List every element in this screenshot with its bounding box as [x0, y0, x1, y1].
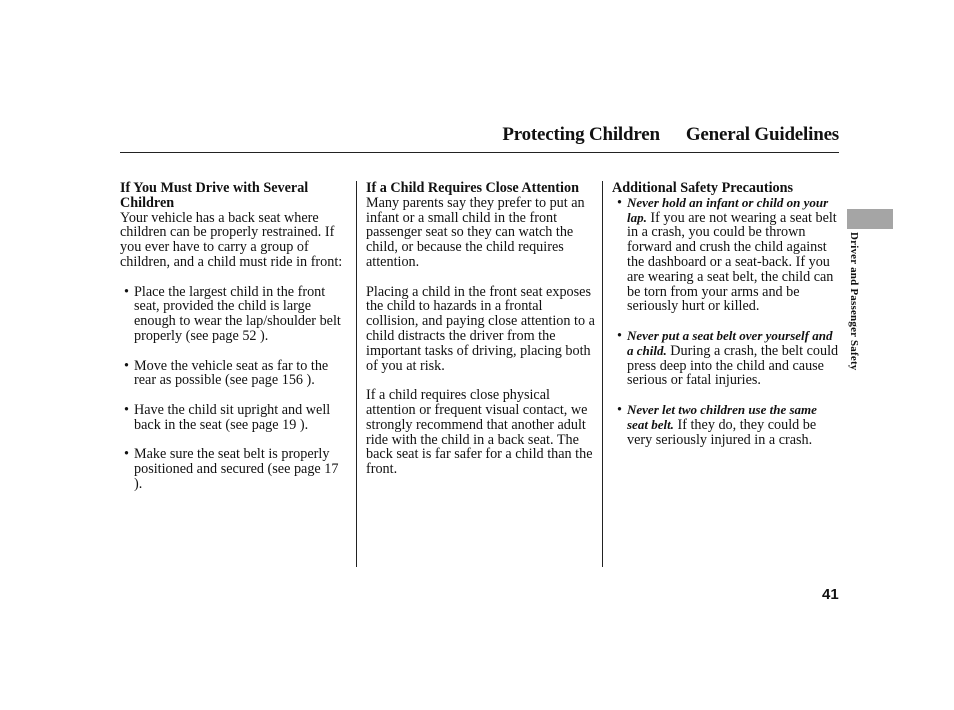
column-several-children: [120, 181, 350, 492]
page-title: [502, 124, 839, 146]
column-divider-1: [356, 181, 357, 567]
warning-lead: Never put a seat belt over yourself and a child.: [627, 327, 833, 358]
page-header: [120, 124, 839, 153]
list-item: [612, 403, 840, 447]
paragraph: Placing a child in the front seat exposes the child to hazards in a frontal collision, and paying close attention to a child distracts the driver from the important tasks of driving, placing both of you at risk.: [366, 283, 595, 374]
list-item: • Make sure the seat belt is properly positioned and secured (see page 17 ).: [120, 447, 350, 491]
warning-text: If you are not wearing a seat belt in a crash, you could be thrown forward and crush the child against the dashboard or a seat-back. If you are wearing a seat belt, the child can be torn from your arms and be seriously hurt or killed.: [627, 209, 837, 315]
list-item: [612, 329, 840, 388]
section-tab-label: Driver and Passenger Safety: [848, 232, 860, 371]
warning-text: If they do, they could be very seriously injured in a crash.: [627, 416, 817, 448]
paragraph: If a child requires close physical attention or frequent visual contact, we strongly recommend that another adult ride with the child in a back seat. The back seat is far safer for a child than the front.: [366, 387, 593, 478]
page-number: 41: [822, 586, 839, 603]
list-item: • Move the vehicle seat as far to the rear as possible (see page 156 ).: [120, 359, 350, 389]
paragraph: Many parents say they prefer to put an infant or a small child in the front passenger seat so they can watch the child, or because the child requires attention.: [366, 194, 585, 270]
warning-lead: Never hold an infant or child on your lap.: [627, 194, 829, 225]
subsection-title: General Guidelines: [685, 124, 839, 145]
warning-text: During a crash, the belt could press deep into the child and cause serious or fatal injuries.: [627, 342, 839, 389]
warning-lead: Never let two children use the same seat belt.: [627, 401, 817, 432]
column-safety-precautions: [612, 181, 840, 447]
section-heading: Additional Safety Precautions: [612, 180, 794, 196]
list-item: • Have the child sit upright and well back in the seat (see page 19 ).: [120, 403, 350, 433]
list-item: • Place the largest child in the front seat, provided the child is large enough to wear the lap/shoulder belt properly (see page 52 ).: [120, 285, 350, 344]
list-item: [612, 196, 840, 314]
column-divider-2: [602, 181, 603, 567]
paragraph: Your vehicle has a back seat where children can be properly restrained. If you ever have to carry a group of children, and a child must ride in front:: [120, 209, 343, 270]
section-heading: If a Child Requires Close Attention: [366, 180, 579, 196]
section-tab: [847, 209, 893, 229]
section-heading: If You Must Drive with Several Children: [120, 180, 309, 211]
section-title: Protecting Children: [502, 124, 660, 145]
column-close-attention: [366, 181, 598, 477]
